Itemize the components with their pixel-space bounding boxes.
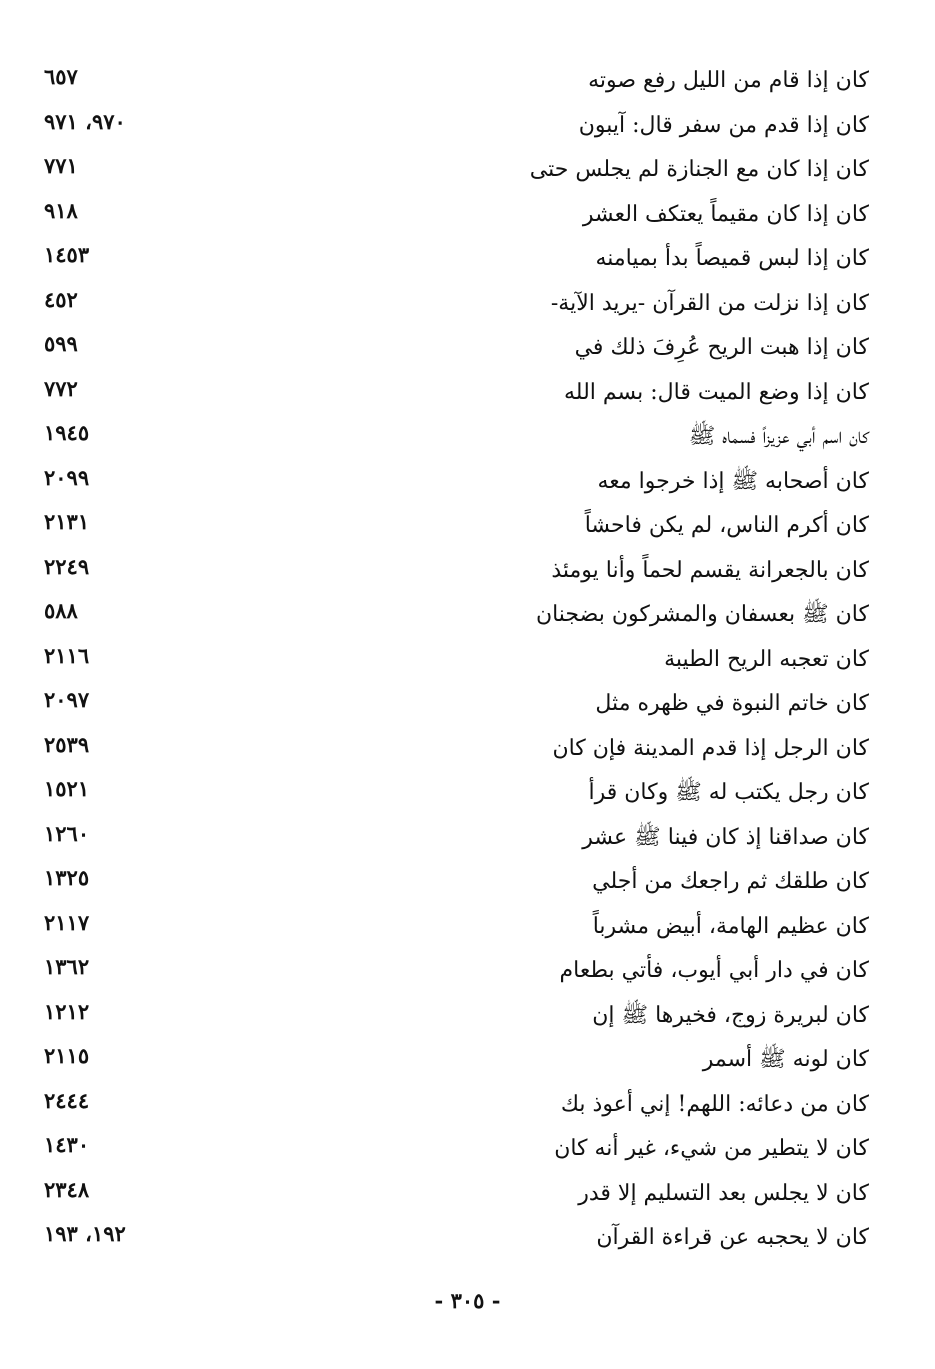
entry-reference-number: ٢١٣١: [44, 509, 90, 534]
entry-text: كان الرجل إذا قدم المدينة فإن كان: [552, 735, 869, 761]
index-entry: [30, 815, 875, 860]
index-entry: [30, 1126, 875, 1171]
index-entry: [30, 325, 875, 370]
index-entry: [30, 637, 875, 682]
entry-text: كان خاتم النبوة في ظهره مثل: [595, 691, 869, 716]
index-entry: [30, 1215, 875, 1260]
index-entry: [30, 859, 875, 904]
entry-text: كان لبريرة زوج، فخيرها ﷺ إن: [592, 1002, 869, 1028]
entry-reference-number: ١٩٢، ١٩٣: [44, 1221, 126, 1246]
entry-text: كان إذا نزلت من القرآن -يريد الآية-: [550, 290, 869, 316]
entry-reference-number: ٢٠٩٩: [44, 464, 90, 490]
entry-text: كان عظيم الهامة، أبيض مشرباً: [592, 913, 869, 939]
entry-reference-number: ١٢٦٠: [44, 820, 90, 846]
entry-text: كان لا يجلس بعد التسليم إلا قدر: [578, 1180, 869, 1206]
index-entry: [30, 1082, 875, 1127]
entry-text: كان طلقك ثم راجعك من أجلي: [592, 869, 869, 894]
index-entry: [30, 1037, 875, 1082]
page-number: - ٣٠٥ -: [434, 1288, 501, 1313]
index-entry: [30, 103, 875, 148]
entry-reference-number: ٢٠٩٧: [44, 687, 90, 712]
entry-reference-number: ٩١٨: [44, 197, 78, 223]
entry-reference-number: ٩٧٠، ٩٧١: [44, 108, 126, 134]
entry-text: كان إذا قام من الليل رفع صوته: [588, 68, 869, 93]
index-list: [30, 58, 875, 1260]
entry-text: كان من دعائه: اللهم! إني أعوذ بك: [560, 1091, 869, 1117]
entry-reference-number: ٧٧٢: [44, 375, 78, 401]
index-entry: [30, 503, 875, 548]
index-entry: [30, 904, 875, 949]
entry-text: كان أصحابه ﷺ إذا خرجوا معه: [597, 468, 869, 494]
entry-text: كان إذا كان مع الجنازة لم يجلس حتى: [529, 157, 869, 182]
entry-reference-number: ١٣٢٥: [44, 865, 90, 890]
entry-text: كان إذا قدم من سفر قال: آيبون: [578, 112, 869, 138]
index-entry: [30, 681, 875, 726]
entry-text: كان إذا لبس قميصاً بدأ بميامنه: [595, 246, 869, 271]
entry-reference-number: ٧٧١: [44, 153, 78, 178]
index-entry: [30, 281, 875, 326]
entry-reference-number: ٢١١٥: [44, 1043, 90, 1068]
entry-text: كان أكرم الناس، لم يكن فاحشاً: [584, 513, 869, 538]
entry-reference-number: ٢٥٣٩: [44, 731, 90, 757]
index-entry: [30, 58, 875, 103]
entry-text: كان ﷺ بعسفان والمشركون بضجنان: [535, 602, 869, 627]
index-entry: [30, 592, 875, 637]
entry-text: كان لا يحجبه عن قراءة القرآن: [596, 1225, 869, 1250]
entry-reference-number: ٢٤٤٤: [44, 1087, 90, 1113]
index-entry: [30, 370, 875, 415]
index-entry: [30, 192, 875, 237]
index-entry: [30, 236, 875, 281]
entry-reference-number: ٤٥٢: [44, 286, 78, 312]
entry-text: كان إذا هبت الريح عُرِفَ ذلك في: [574, 335, 869, 360]
entry-reference-number: ١٣٦٢: [44, 954, 90, 979]
entry-text: كان بالجعرانة يقسم لحماً وأنا يومئذ: [551, 557, 869, 583]
entry-text: كان لا يتطير من شيء، غير أنه كان: [554, 1136, 869, 1161]
entry-text: كان اسم أبي عزيزاً فسماه ﷺ: [688, 424, 869, 449]
entry-text: كان صداقنا إذ كان فينا ﷺ عشر: [582, 824, 869, 850]
index-entry: [30, 414, 875, 459]
entry-text: كان إذا كان مقيماً يعتكف العشر: [582, 201, 869, 227]
entry-reference-number: ١٩٤٥: [44, 420, 90, 445]
entry-reference-number: ٢١١٧: [44, 909, 90, 935]
entry-reference-number: ٢٣٤٨: [44, 1176, 90, 1202]
entry-text: كان لونه ﷺ أسمر: [702, 1047, 869, 1072]
entry-reference-number: ٥٨٨: [44, 598, 78, 623]
index-entry: [30, 459, 875, 504]
entry-reference-number: ٢٢٤٩: [44, 553, 90, 579]
entry-reference-number: ٥٩٩: [44, 331, 78, 356]
entry-reference-number: ١٥٢١: [44, 776, 90, 801]
index-entry: [30, 726, 875, 771]
entry-reference-number: ١٤٥٣: [44, 242, 90, 267]
index-entry: [30, 948, 875, 993]
entry-text: كان إذا وضع الميت قال: بسم الله: [563, 379, 869, 405]
entry-text: كان تعجبه الريح الطيبة: [664, 646, 869, 672]
index-entry: [30, 548, 875, 593]
entry-reference-number: ٢١١٦: [44, 642, 90, 668]
index-entry: [30, 770, 875, 815]
entry-reference-number: ١٢١٢: [44, 998, 90, 1024]
index-entry: [30, 993, 875, 1038]
entry-text: كان رجل يكتب له ﷺ وكان قرأ: [588, 780, 869, 805]
index-entry: [30, 147, 875, 192]
index-entry: [30, 1171, 875, 1216]
entry-text: كان في دار أبي أيوب، فأتي بطعام: [559, 958, 869, 983]
entry-reference-number: ٦٥٧: [44, 64, 78, 89]
entry-reference-number: ١٤٣٠: [44, 1132, 90, 1157]
